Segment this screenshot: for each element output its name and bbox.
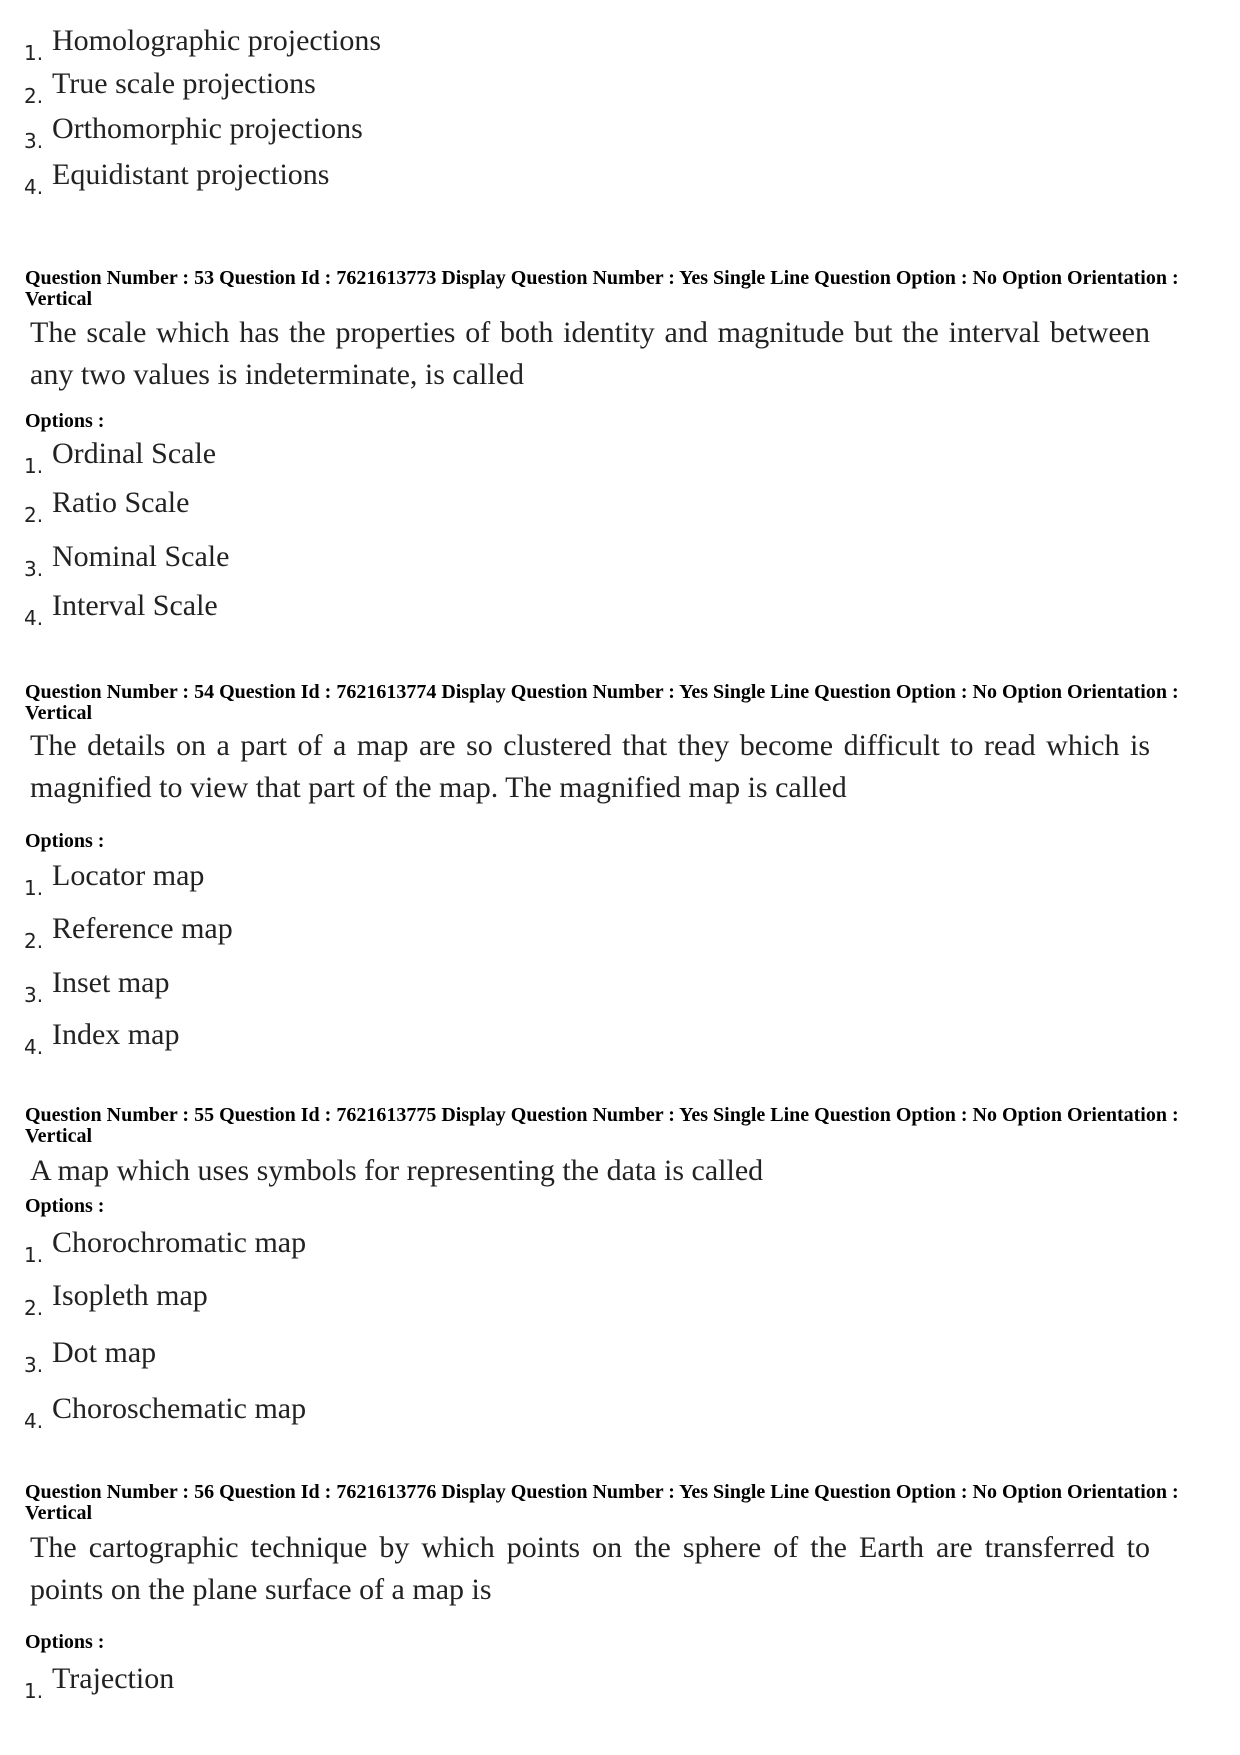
q55-option-2 (24, 1279, 208, 1320)
option-number: 4. (24, 1035, 44, 1059)
option-text: Nominal Scale (52, 540, 230, 573)
option-text: Dot map (52, 1336, 157, 1369)
option-text: Chorochromatic map (52, 1226, 307, 1259)
option-text: Index map (52, 1018, 180, 1051)
options-label: Options : (25, 1195, 105, 1217)
question-55-text: A map which uses symbols for representing the data is called (30, 1154, 764, 1187)
option-number: 1. (24, 1679, 44, 1703)
q53-option-2 (24, 486, 189, 527)
option-number: 3. (24, 557, 44, 581)
option-text: Equidistant projections (52, 158, 330, 191)
q54-option-4 (24, 1018, 179, 1059)
question-53-text: The scale which has the properties of both identity and magnitude but the interval between any two values is indeterminate, is called (30, 316, 1150, 391)
prev-option-4 (24, 158, 329, 199)
question-55-meta: Question Number : 55 Question Id : 7621613775 Display Question Number : Yes Single Line Question Option : No Option Orientation : Vertical (25, 1104, 1179, 1147)
options-label: Options : (25, 410, 105, 432)
question-53-meta: Question Number : 53 Question Id : 7621613773 Display Question Number : Yes Single Line Question Option : No Option Orientation : Vertical (25, 267, 1179, 310)
prev-option-3 (24, 112, 363, 153)
option-number: 2. (24, 84, 44, 108)
option-text: True scale projections (52, 67, 316, 100)
q55-option-3 (24, 1336, 156, 1377)
option-text: Interval Scale (52, 589, 218, 622)
q53-option-1 (24, 437, 216, 478)
option-number: 1. (24, 876, 44, 900)
q56-option-1 (24, 1662, 174, 1703)
option-number: 2. (24, 929, 44, 953)
option-number: 3. (24, 983, 44, 1007)
q55-option-1 (24, 1226, 306, 1267)
option-text: Choroschematic map (52, 1392, 307, 1425)
option-text: Reference map (52, 912, 233, 945)
options-label: Options : (25, 830, 105, 852)
question-56-text: The cartographic technique by which points on the sphere of the Earth are transferred to points on the plane surface of a map is (30, 1531, 1150, 1606)
option-number: 3. (24, 129, 44, 153)
option-number: 4. (24, 175, 44, 199)
option-number: 4. (24, 606, 44, 630)
option-text: Trajection (52, 1662, 175, 1695)
q54-option-3 (24, 966, 169, 1007)
option-text: Locator map (52, 859, 205, 892)
option-text: Ratio Scale (52, 486, 190, 519)
options-label: Options : (25, 1631, 105, 1653)
q55-option-4 (24, 1392, 306, 1433)
option-text: Homolographic projections (52, 24, 382, 57)
prev-option-2 (24, 67, 316, 108)
question-56-meta: Question Number : 56 Question Id : 7621613776 Display Question Number : Yes Single Line Question Option : No Option Orientation : Vertical (25, 1481, 1179, 1524)
option-text: Orthomorphic projections (52, 112, 363, 145)
prev-option-1 (24, 24, 381, 65)
option-number: 3. (24, 1353, 44, 1377)
q53-option-4 (24, 589, 218, 630)
option-number: 4. (24, 1409, 44, 1433)
option-number: 1. (24, 41, 44, 65)
option-number: 2. (24, 503, 44, 527)
option-text: Ordinal Scale (52, 437, 217, 470)
question-54-text: The details on a part of a map are so clustered that they become difficult to read which is magnified to view that part of the map. The magnified map is called (30, 729, 1150, 804)
option-text: Isopleth map (52, 1279, 208, 1312)
q54-option-1 (24, 859, 204, 900)
option-number: 1. (24, 1243, 44, 1267)
q54-option-2 (24, 912, 233, 953)
option-number: 2. (24, 1296, 44, 1320)
option-text: Inset map (52, 966, 170, 999)
option-number: 1. (24, 454, 44, 478)
q53-option-3 (24, 540, 229, 581)
question-54-meta: Question Number : 54 Question Id : 7621613774 Display Question Number : Yes Single Line Question Option : No Option Orientation : Vertical (25, 681, 1179, 724)
